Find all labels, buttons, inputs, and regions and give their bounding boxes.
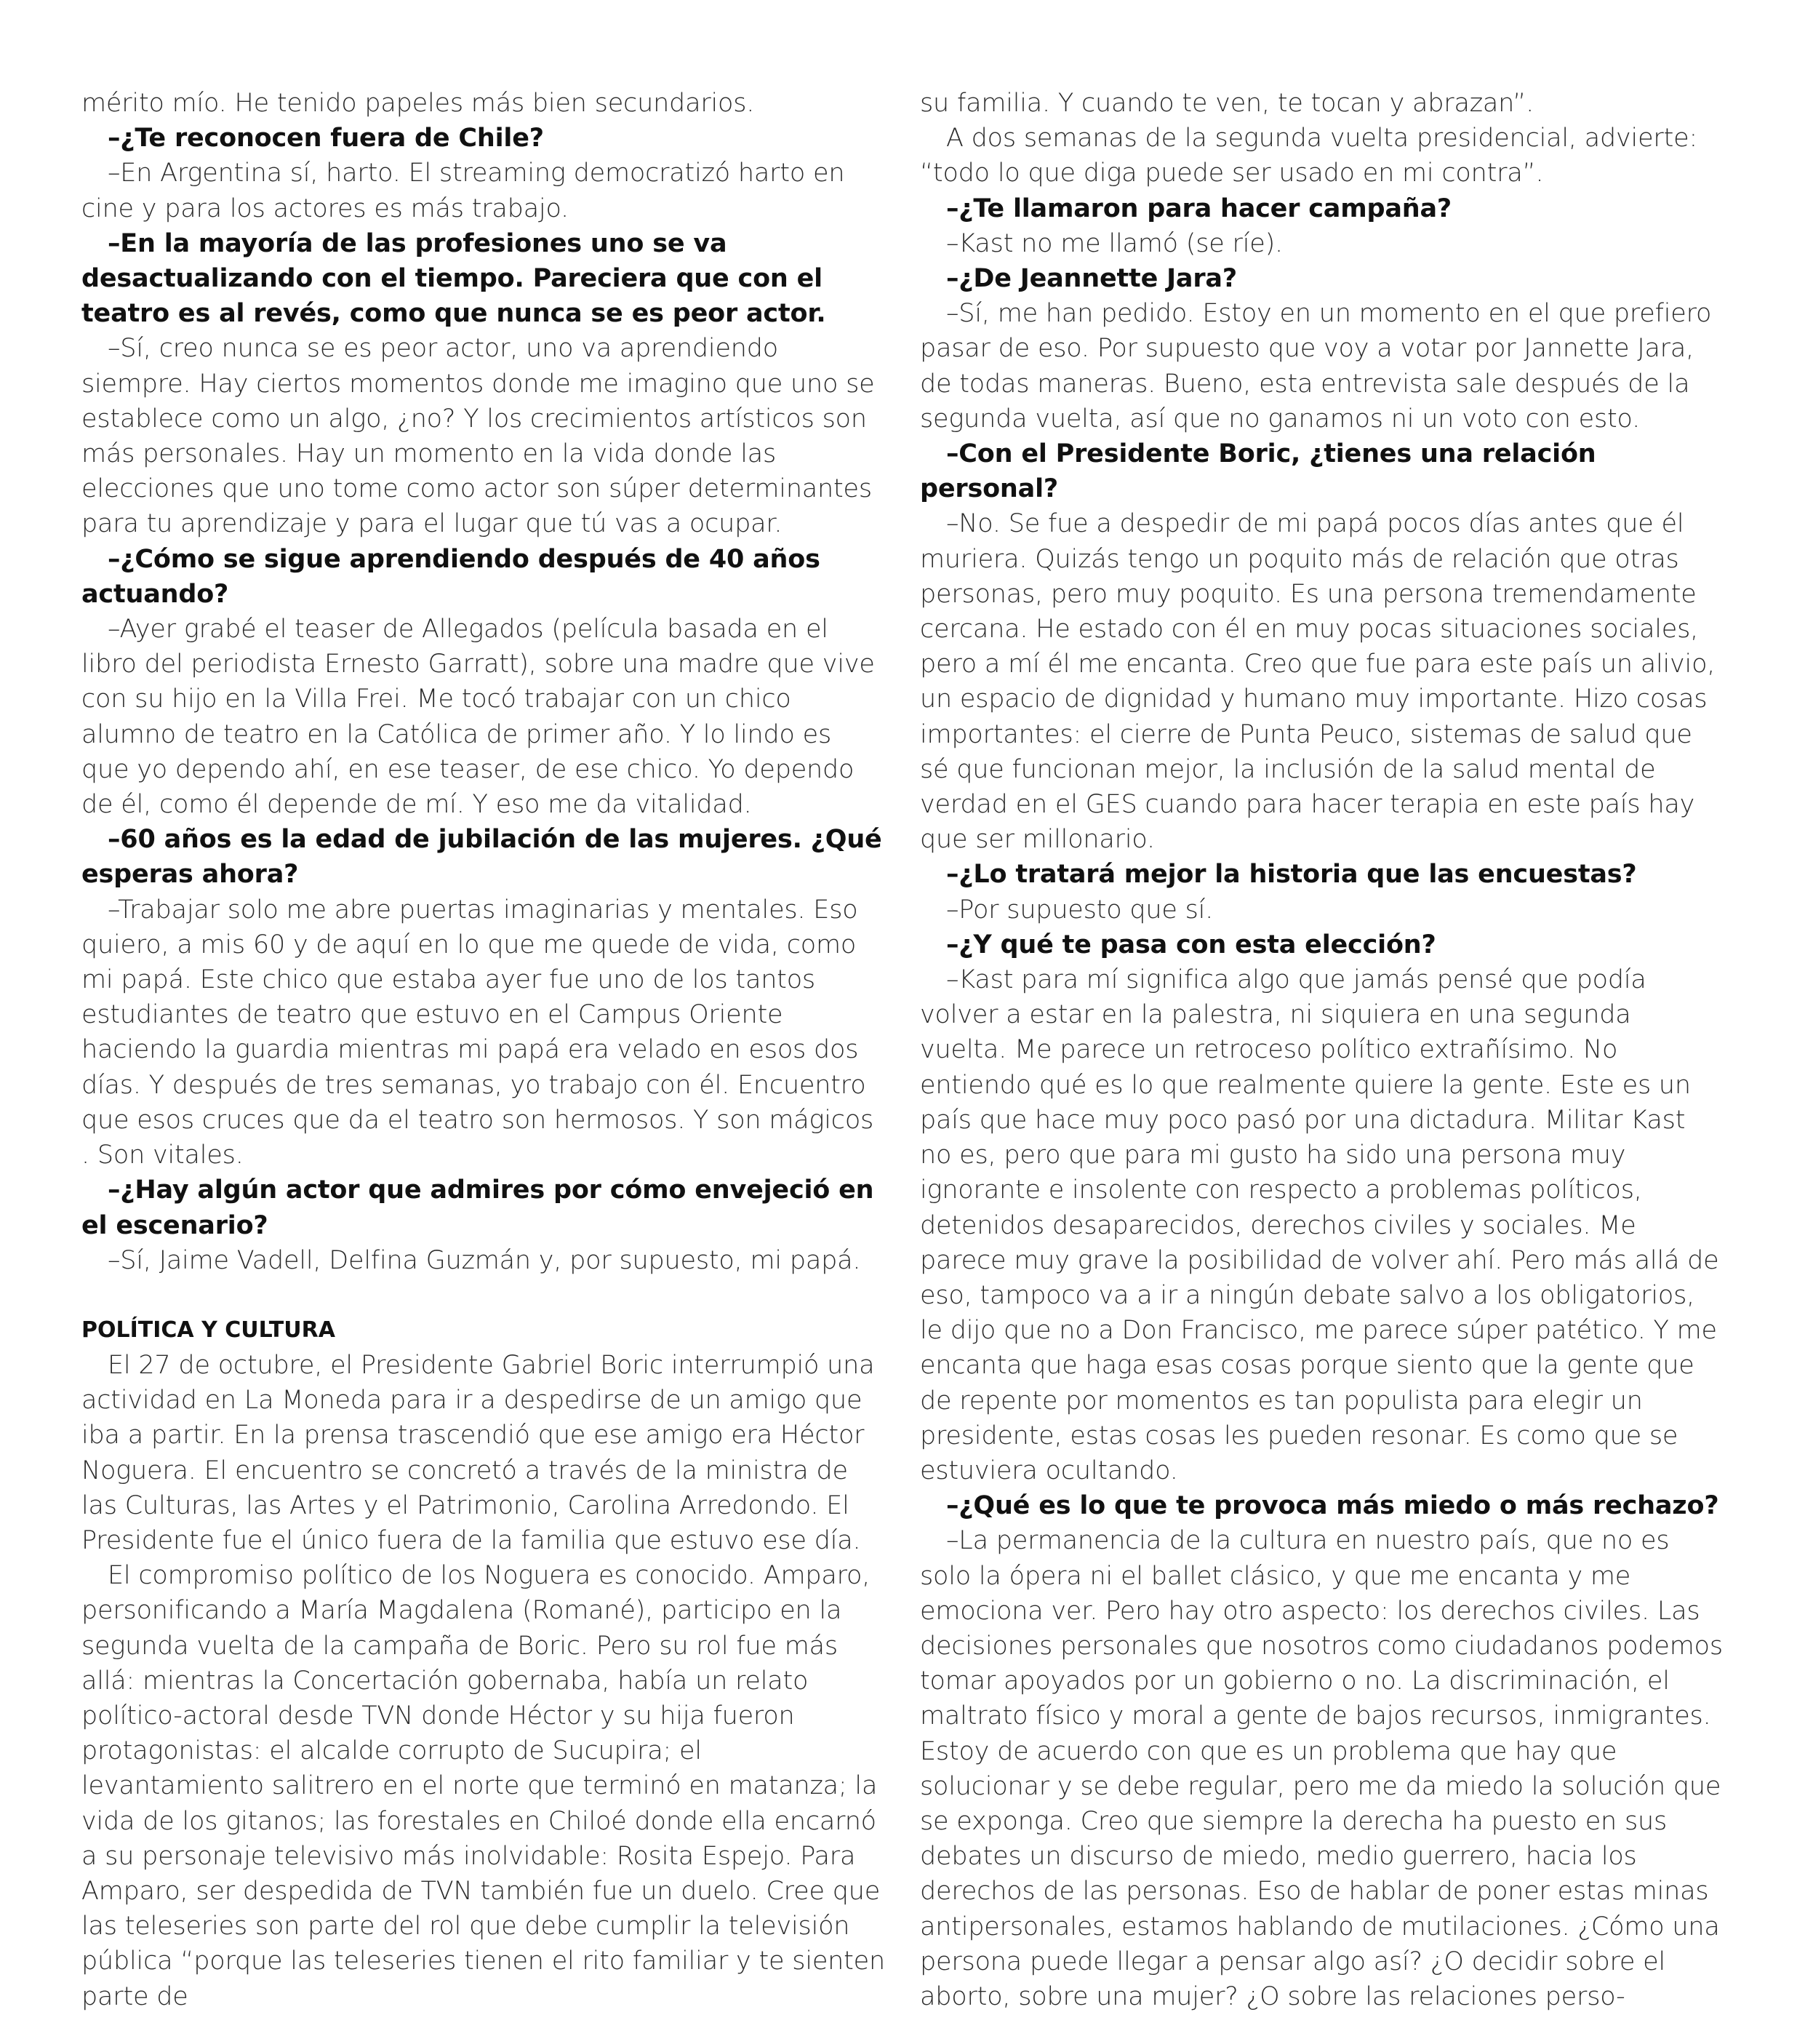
answer: –Kast para mí significa algo que jamás pensé que podía volver a estar en la palestra, ni siquiera en una segunda vuelta. Me parece un retroceso político extrañísimo. No entiendo qué es lo que realmente quiere la gente. Este es un país que hace muy poco pasó por una dictadura. Militar Kast no es, pero que para mi gusto ha sido una persona muy ignorante e insolente con respecto a problemas políticos, detenidos desaparecidos, derechos civiles y sociales. Me parece muy grave la posibilidad de volver ahí. Pero más allá de eso, tampoco va a ir a ningún debate salvo a los obligatorios, le dijo que no a Don Francisco, me parece súper patético. Y me encanta que haga esas cosas porque siento que la gente que de repente por momentos es tan populista para elegir un presidente, estas cosas les pueden resonar. Es como que se estuviera ocultando. bbox=[920, 965, 1719, 1485]
left-column bbox=[81, 86, 885, 2014]
question: –¿De Jeannette Jara? bbox=[946, 264, 1237, 294]
answer: –Sí, Jaime Vadell, Delfina Guzmán y, por supuesto, mi papá. bbox=[108, 1245, 861, 1275]
answer: –En Argentina sí, harto. El streaming democratizó harto en cine y para los actores es más trabajo. bbox=[81, 159, 845, 223]
answer: –La permanencia de la cultura en nuestro país, que no es solo la ópera ni el ballet clásico, y que me encanta y me emociona ver. Pero hay otro aspecto: los derechos civiles. Las decisiones personales que nosotros como ciudadanos podemos tomar apoyados por un gobierno o no. La discriminación, el maltrato físico y moral a gente de bajos recursos, inmigrantes. Estoy de acuerdo con que es un problema que hay que solucionar y se debe regular, pero me da miedo la solución que se exponga. Creo que siempre la derecha ha puesto en sus debates un discurso de miedo, medio guerrero, hacia los derechos de las personas. Eso de hablar de poner estas minas antipersonales, estamos hablando de mutilaciones. ¿Cómo una persona puede llegar a pensar algo así? ¿O decidir sobre el aborto, sobre una mujer? ¿O sobre las relaciones perso- bbox=[920, 1526, 1723, 2011]
question: –¿Y qué te pasa con esta elección? bbox=[946, 930, 1436, 959]
answer: –Ayer grabé el teaser de Allegados (película basada en el libro del periodista Ernesto Garratt), sobre una madre que vive con su hijo en la Villa Frei. Me tocó trabajar con un chico alumno de teatro en la Católica de primer año. Y lo lindo es que yo dependo ahí, en ese teaser, de ese chico. Yo dependo de él, como él depende de mí. Y eso me da vitalidad. bbox=[81, 615, 875, 820]
question: –Con el Presidente Boric, ¿tienes una relación personal? bbox=[920, 439, 1596, 504]
paragraph: su familia. Y cuando te ven, te tocan y abrazan”. bbox=[920, 89, 1534, 118]
question: –60 años es la edad de jubilación de las mujeres. ¿Qué esperas ahora? bbox=[81, 825, 882, 890]
question: –¿Lo tratará mejor la historia que las encuestas? bbox=[946, 860, 1637, 890]
paragraph: A dos semanas de la segunda vuelta presidencial, advierte: “todo lo que diga puede ser usado en mi contra”. bbox=[920, 124, 1698, 188]
section-heading: POLÍTICA Y CULTURA bbox=[81, 1317, 335, 1343]
paragraph: El 27 de octubre, el Presidente Gabriel Boric interrumpió una actividad en La Moneda para ir a despedirse de un amigo que iba a partir. En la prensa trascendió que ese amigo era Héctor Noguera. El encuentro se concretó a través de la ministra de las Culturas, las Artes y el Patrimonio, Carolina Arredondo. El Presidente fue el único fuera de la familia que estuvo ese día. bbox=[81, 1350, 875, 1555]
question: –En la mayoría de las profesiones uno se va desactualizando con el tiempo. Pareciera que con el teatro es al revés, como que nunca se es peor actor. bbox=[81, 228, 826, 329]
question: –¿Hay algún actor que admires por cómo envejeció en el escenario? bbox=[81, 1175, 874, 1240]
answer: –Kast no me llamó (se ríe). bbox=[946, 228, 1283, 258]
answer: –No. Se fue a despedir de mi papá pocos días antes que él muriera. Quizás tengo un poquito más de relación que otras personas, pero muy poquito. Es una persona tremendamente cercana. He estado con él en muy pocas situaciones sociales, pero a mí él me encanta. Creo que fue para este país un alivio, un espacio de dignidad y humano muy importante. Hizo cosas importantes: el cierre de Punta Peuco, sistemas de salud que sé que funcionan mejor, la inclusión de la salud mental de verdad en el GES cuando para hacer terapia en este país hay que ser millonario. bbox=[920, 509, 1716, 855]
answer: –Sí, creo nunca se es peor actor, uno va aprendiendo siempre. Hay ciertos momentos donde me imagino que uno se establece como un algo, ¿no? Y los crecimientos artísticos son más personales. Hay un momento en la vida donde las elecciones que uno tome como actor son súper determinantes para tu aprendizaje y para el lugar que tú vas a ocupar. bbox=[81, 334, 875, 539]
answer: –Por supuesto que sí. bbox=[946, 895, 1214, 925]
answer: –Trabajar solo me abre puertas imaginarias y mentales. Eso quiero, a mis 60 y de aquí en lo que me quede de vida, como mi papá. Este chico que estaba ayer fue uno de los tantos estudiantes de teatro que estuvo en el Campus Oriente haciendo la guardia mientras mi papá era velado en esos dos días. Y después de tres semanas, yo trabajo con él. Encuentro que esos cruces que da el teatro son hermosos. Y son mágicos . Son vitales. bbox=[81, 895, 874, 1170]
right-column bbox=[920, 86, 1724, 2014]
question: –¿Cómo se sigue aprendiendo después de 40 años actuando? bbox=[81, 544, 820, 609]
question: –¿Te reconocen fuera de Chile? bbox=[108, 124, 544, 153]
paragraph: mérito mío. He tenido papeles más bien secundarios. bbox=[81, 89, 755, 118]
paragraph: El compromiso político de los Noguera es conocido. Amparo, personificando a María Magdalena (Romané), participo en la segunda vuelta de la campaña de Boric. Pero su rol fue más allá: mientras la Concertación gobernaba, había un relato político-actoral desde TVN donde Héctor y su hija fueron protagonistas: el alcalde corrupto de Sucupira; el levantamiento salitrero en el norte que terminó en matanza; la vida de los gitanos; las forestales en Chiloé donde ella encarnó a su personaje televisivo más inolvidable: Rosita Espejo. Para Amparo, ser despedida de TVN también fue un duelo. Cree que las teleseries son parte del rol que debe cumplir la televisión pública “porque las teleseries tienen el rito familiar y te sienten parte de bbox=[81, 1561, 885, 2011]
question: –¿Qué es lo que te provoca más miedo o más rechazo? bbox=[946, 1491, 1719, 1521]
question: –¿Te llamaron para hacer campaña? bbox=[946, 193, 1452, 223]
answer: –Sí, me han pedido. Estoy en un momento en el que prefiero pasar de eso. Por supuesto que voy a votar por Jannette Jara, de todas maneras. Bueno, esta entrevista sale después de la segunda vuelta, así que no ganamos ni un voto con esto. bbox=[920, 299, 1712, 434]
